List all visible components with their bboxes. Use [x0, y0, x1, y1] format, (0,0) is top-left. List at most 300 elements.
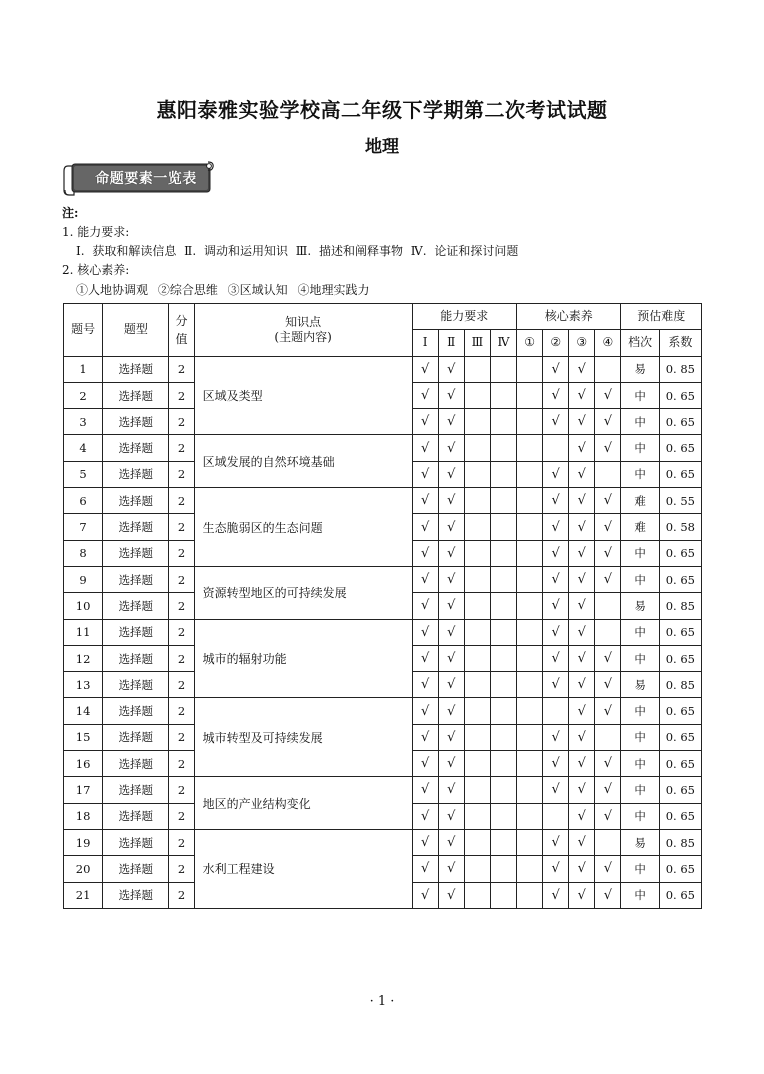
- cell-knowledge: 城市转型及可持续发展: [194, 698, 412, 777]
- cell-coef: 0. 85: [659, 672, 701, 698]
- cell-ability-2: √: [438, 882, 464, 908]
- cell-level: 易: [621, 356, 659, 382]
- cell-literacy-1: [517, 514, 543, 540]
- cell-literacy-2: √: [543, 856, 569, 882]
- cell-type: 选择题: [103, 751, 169, 777]
- cell-literacy-1: [517, 724, 543, 750]
- cell-ability-3: [464, 461, 490, 487]
- cell-ability-1: √: [412, 540, 438, 566]
- cell-ability-4: [490, 461, 516, 487]
- cell-ability-2: √: [438, 593, 464, 619]
- cell-literacy-2: √: [543, 672, 569, 698]
- cell-ability-3: [464, 593, 490, 619]
- cell-literacy-3: √: [569, 698, 595, 724]
- header-literacy: 核心素养: [517, 304, 621, 330]
- cell-score: 2: [169, 751, 194, 777]
- cell-ability-2: √: [438, 829, 464, 855]
- cell-ability-1: √: [412, 619, 438, 645]
- cell-literacy-2: √: [543, 409, 569, 435]
- cell-no: 13: [64, 672, 103, 698]
- cell-literacy-1: [517, 882, 543, 908]
- cell-coef: 0. 65: [659, 751, 701, 777]
- cell-level: 易: [621, 672, 659, 698]
- cell-literacy-4: √: [595, 672, 621, 698]
- cell-coef: 0. 55: [659, 488, 701, 514]
- cell-score: 2: [169, 593, 194, 619]
- cell-literacy-4: [595, 356, 621, 382]
- header-knowledge-label: 知识点: [285, 314, 322, 329]
- cell-literacy-4: √: [595, 751, 621, 777]
- cell-ability-4: [490, 540, 516, 566]
- notes-ability-list: Ⅰ. 获取和解读信息 Ⅱ. 调动和运用知识 Ⅲ. 描述和阐释事物 Ⅳ. 论证和探讨问题: [76, 244, 519, 258]
- cell-ability-2: √: [438, 803, 464, 829]
- cell-score: 2: [169, 356, 194, 382]
- cell-ability-3: [464, 724, 490, 750]
- cell-level: 难: [621, 514, 659, 540]
- cell-level: 易: [621, 593, 659, 619]
- cell-no: 16: [64, 751, 103, 777]
- cell-literacy-4: √: [595, 698, 621, 724]
- cell-literacy-3: √: [569, 409, 595, 435]
- cell-literacy-4: √: [595, 488, 621, 514]
- header-type: 题型: [103, 304, 169, 357]
- cell-level: 中: [621, 777, 659, 803]
- cell-type: 选择题: [103, 461, 169, 487]
- cell-coef: 0. 85: [659, 829, 701, 855]
- cell-literacy-4: [595, 829, 621, 855]
- cell-ability-3: [464, 829, 490, 855]
- cell-no: 12: [64, 645, 103, 671]
- cell-level: 中: [621, 461, 659, 487]
- cell-literacy-3: √: [569, 803, 595, 829]
- cell-coef: 0. 65: [659, 882, 701, 908]
- cell-ability-3: [464, 698, 490, 724]
- cell-literacy-3: √: [569, 856, 595, 882]
- cell-score: 2: [169, 698, 194, 724]
- cell-literacy-3: √: [569, 461, 595, 487]
- cell-knowledge: 生态脆弱区的生态问题: [194, 488, 412, 567]
- cell-ability-2: √: [438, 751, 464, 777]
- cell-literacy-2: √: [543, 619, 569, 645]
- cell-no: 11: [64, 619, 103, 645]
- header-score-label: 分值: [175, 313, 188, 346]
- cell-ability-3: [464, 488, 490, 514]
- cell-literacy-1: [517, 461, 543, 487]
- cell-literacy-4: √: [595, 803, 621, 829]
- cell-ability-1: √: [412, 777, 438, 803]
- cell-no: 2: [64, 382, 103, 408]
- cell-score: 2: [169, 488, 194, 514]
- document-title: 惠阳泰雅实验学校高二年级下学期第二次考试试题: [156, 98, 608, 122]
- cell-ability-4: [490, 593, 516, 619]
- cell-score: 2: [169, 882, 194, 908]
- cell-ability-2: √: [438, 540, 464, 566]
- cell-coef: 0. 65: [659, 566, 701, 592]
- cell-literacy-3: √: [569, 672, 595, 698]
- cell-ability-3: [464, 751, 490, 777]
- header-ability-2: Ⅱ: [438, 330, 464, 356]
- cell-literacy-2: [543, 698, 569, 724]
- cell-level: 中: [621, 724, 659, 750]
- cell-level: 中: [621, 882, 659, 908]
- cell-literacy-1: [517, 645, 543, 671]
- cell-type: 选择题: [103, 593, 169, 619]
- cell-ability-2: √: [438, 382, 464, 408]
- header-literacy-4: ④: [595, 330, 621, 356]
- cell-ability-3: [464, 514, 490, 540]
- cell-coef: 0. 65: [659, 540, 701, 566]
- cell-coef: 0. 65: [659, 698, 701, 724]
- cell-literacy-3: √: [569, 593, 595, 619]
- cell-no: 8: [64, 540, 103, 566]
- cell-type: 选择题: [103, 619, 169, 645]
- cell-ability-1: √: [412, 593, 438, 619]
- cell-literacy-3: √: [569, 435, 595, 461]
- notes-line-ability: 1. 能力要求:: [62, 225, 130, 239]
- cell-score: 2: [169, 461, 194, 487]
- cell-ability-2: √: [438, 619, 464, 645]
- cell-ability-3: [464, 856, 490, 882]
- cell-score: 2: [169, 619, 194, 645]
- cell-no: 14: [64, 698, 103, 724]
- cell-no: 15: [64, 724, 103, 750]
- cell-ability-3: [464, 382, 490, 408]
- cell-literacy-1: [517, 829, 543, 855]
- header-ability-1: Ⅰ: [412, 330, 438, 356]
- cell-literacy-2: √: [543, 882, 569, 908]
- cell-coef: 0. 65: [659, 619, 701, 645]
- cell-ability-2: √: [438, 672, 464, 698]
- cell-literacy-1: [517, 803, 543, 829]
- cell-ability-4: [490, 803, 516, 829]
- cell-type: 选择题: [103, 724, 169, 750]
- table-row: [64, 488, 702, 514]
- cell-ability-2: √: [438, 409, 464, 435]
- page-number: · 1 ·: [369, 994, 395, 1009]
- cell-type: 选择题: [103, 409, 169, 435]
- document-subtitle: 地理: [365, 137, 399, 157]
- cell-ability-3: [464, 619, 490, 645]
- cell-type: 选择题: [103, 566, 169, 592]
- header-knowledge: [194, 304, 412, 357]
- cell-level: 中: [621, 382, 659, 408]
- cell-literacy-2: √: [543, 540, 569, 566]
- cell-literacy-1: [517, 777, 543, 803]
- cell-ability-1: √: [412, 698, 438, 724]
- cell-score: 2: [169, 514, 194, 540]
- cell-type: 选择题: [103, 514, 169, 540]
- header-literacy-3: ③: [569, 330, 595, 356]
- cell-ability-4: [490, 488, 516, 514]
- cell-type: 选择题: [103, 645, 169, 671]
- cell-ability-1: √: [412, 645, 438, 671]
- cell-type: 选择题: [103, 882, 169, 908]
- cell-literacy-1: [517, 698, 543, 724]
- cell-ability-2: √: [438, 645, 464, 671]
- cell-ability-3: [464, 435, 490, 461]
- cell-ability-1: √: [412, 409, 438, 435]
- cell-ability-3: [464, 356, 490, 382]
- cell-ability-4: [490, 514, 516, 540]
- cell-level: 中: [621, 409, 659, 435]
- cell-ability-1: √: [412, 672, 438, 698]
- cell-level: 中: [621, 540, 659, 566]
- cell-no: 7: [64, 514, 103, 540]
- cell-coef: 0. 65: [659, 856, 701, 882]
- cell-ability-1: √: [412, 803, 438, 829]
- cell-literacy-3: √: [569, 724, 595, 750]
- cell-literacy-4: √: [595, 382, 621, 408]
- cell-literacy-3: √: [569, 829, 595, 855]
- cell-literacy-4: √: [595, 566, 621, 592]
- cell-no: 5: [64, 461, 103, 487]
- cell-score: 2: [169, 803, 194, 829]
- cell-literacy-3: √: [569, 356, 595, 382]
- cell-literacy-4: √: [595, 882, 621, 908]
- cell-no: 4: [64, 435, 103, 461]
- cell-ability-1: √: [412, 461, 438, 487]
- cell-ability-4: [490, 619, 516, 645]
- header-level: 档次: [621, 330, 659, 356]
- cell-literacy-4: [595, 619, 621, 645]
- cell-no: 21: [64, 882, 103, 908]
- cell-no: 9: [64, 566, 103, 592]
- header-literacy-1: ①: [517, 330, 543, 356]
- cell-literacy-2: √: [543, 566, 569, 592]
- cell-ability-3: [464, 803, 490, 829]
- header-ability-3: Ⅲ: [464, 330, 490, 356]
- cell-literacy-1: [517, 409, 543, 435]
- cell-literacy-2: √: [543, 461, 569, 487]
- header-difficulty: 预估难度: [621, 304, 702, 330]
- cell-ability-1: √: [412, 488, 438, 514]
- cell-coef: 0. 65: [659, 724, 701, 750]
- cell-literacy-1: [517, 435, 543, 461]
- cell-level: 易: [621, 829, 659, 855]
- cell-no: 10: [64, 593, 103, 619]
- cell-ability-3: [464, 777, 490, 803]
- cell-score: 2: [169, 409, 194, 435]
- cell-ability-4: [490, 435, 516, 461]
- header-no: 题号: [64, 304, 103, 357]
- cell-knowledge: 资源转型地区的可持续发展: [194, 566, 412, 619]
- cell-level: 中: [621, 751, 659, 777]
- cell-type: 选择题: [103, 698, 169, 724]
- table-row: [64, 435, 702, 461]
- cell-score: 2: [169, 672, 194, 698]
- cell-ability-2: √: [438, 566, 464, 592]
- cell-ability-4: [490, 751, 516, 777]
- table-row: [64, 356, 702, 382]
- cell-type: 选择题: [103, 777, 169, 803]
- cell-ability-3: [464, 540, 490, 566]
- cell-literacy-3: √: [569, 540, 595, 566]
- cell-ability-1: √: [412, 751, 438, 777]
- cell-literacy-3: √: [569, 382, 595, 408]
- cell-literacy-4: [595, 724, 621, 750]
- cell-ability-2: √: [438, 724, 464, 750]
- cell-literacy-1: [517, 593, 543, 619]
- cell-literacy-3: √: [569, 882, 595, 908]
- cell-score: 2: [169, 724, 194, 750]
- cell-coef: 0. 85: [659, 593, 701, 619]
- cell-ability-1: √: [412, 382, 438, 408]
- cell-ability-3: [464, 672, 490, 698]
- cell-level: 难: [621, 488, 659, 514]
- cell-ability-1: √: [412, 856, 438, 882]
- cell-knowledge: 区域发展的自然环境基础: [194, 435, 412, 488]
- table-row: [64, 829, 702, 855]
- cell-coef: 0. 58: [659, 514, 701, 540]
- cell-coef: 0. 85: [659, 356, 701, 382]
- cell-score: 2: [169, 645, 194, 671]
- cell-ability-4: [490, 382, 516, 408]
- cell-literacy-3: √: [569, 619, 595, 645]
- cell-literacy-2: √: [543, 645, 569, 671]
- cell-level: 中: [621, 435, 659, 461]
- cell-ability-4: [490, 356, 516, 382]
- table-body: [64, 356, 702, 908]
- cell-literacy-1: [517, 751, 543, 777]
- cell-ability-1: √: [412, 724, 438, 750]
- cell-level: 中: [621, 856, 659, 882]
- cell-literacy-4: √: [595, 645, 621, 671]
- cell-level: 中: [621, 619, 659, 645]
- cell-score: 2: [169, 566, 194, 592]
- cell-score: 2: [169, 382, 194, 408]
- table-row: [64, 698, 702, 724]
- header-coef: 系数: [659, 330, 701, 356]
- notes-line-literacy: 2. 核心素养:: [62, 263, 130, 277]
- cell-no: 3: [64, 409, 103, 435]
- header-literacy-2: ②: [543, 330, 569, 356]
- cell-type: 选择题: [103, 540, 169, 566]
- cell-ability-1: √: [412, 356, 438, 382]
- cell-ability-1: √: [412, 435, 438, 461]
- header-ability: 能力要求: [412, 304, 516, 330]
- cell-ability-4: [490, 882, 516, 908]
- cell-ability-4: [490, 856, 516, 882]
- cell-no: 19: [64, 829, 103, 855]
- cell-knowledge: 水利工程建设: [194, 829, 412, 908]
- cell-ability-4: [490, 724, 516, 750]
- notes-heading: 注:: [62, 206, 79, 220]
- cell-literacy-3: √: [569, 645, 595, 671]
- cell-literacy-4: √: [595, 514, 621, 540]
- cell-coef: 0. 65: [659, 645, 701, 671]
- cell-coef: 0. 65: [659, 461, 701, 487]
- cell-literacy-1: [517, 619, 543, 645]
- table-row: [64, 777, 702, 803]
- cell-literacy-1: [517, 566, 543, 592]
- cell-type: 选择题: [103, 488, 169, 514]
- cell-literacy-2: √: [543, 593, 569, 619]
- table-row: [64, 566, 702, 592]
- cell-type: 选择题: [103, 803, 169, 829]
- cell-literacy-2: √: [543, 488, 569, 514]
- table-row: [64, 619, 702, 645]
- cell-literacy-4: [595, 461, 621, 487]
- cell-literacy-2: [543, 435, 569, 461]
- cell-literacy-2: √: [543, 751, 569, 777]
- header-knowledge-sub: (主题内容): [274, 329, 332, 344]
- cell-level: 中: [621, 698, 659, 724]
- cell-literacy-1: [517, 488, 543, 514]
- cell-type: 选择题: [103, 829, 169, 855]
- cell-ability-2: √: [438, 356, 464, 382]
- cell-no: 18: [64, 803, 103, 829]
- cell-literacy-3: √: [569, 751, 595, 777]
- cell-literacy-1: [517, 856, 543, 882]
- cell-literacy-4: √: [595, 409, 621, 435]
- cell-score: 2: [169, 777, 194, 803]
- cell-score: 2: [169, 856, 194, 882]
- cell-literacy-4: [595, 593, 621, 619]
- cell-literacy-3: √: [569, 777, 595, 803]
- cell-literacy-2: √: [543, 724, 569, 750]
- cell-type: 选择题: [103, 382, 169, 408]
- cell-literacy-2: √: [543, 777, 569, 803]
- cell-literacy-4: √: [595, 856, 621, 882]
- cell-ability-1: √: [412, 514, 438, 540]
- notes-literacy-list: ①人地协调观 ②综合思维 ③区域认知 ④地理实践力: [76, 283, 370, 297]
- cell-type: 选择题: [103, 672, 169, 698]
- cell-ability-3: [464, 566, 490, 592]
- cell-ability-4: [490, 566, 516, 592]
- cell-coef: 0. 65: [659, 409, 701, 435]
- cell-ability-3: [464, 882, 490, 908]
- cell-ability-3: [464, 645, 490, 671]
- cell-ability-2: √: [438, 461, 464, 487]
- cell-ability-2: √: [438, 698, 464, 724]
- cell-literacy-1: [517, 540, 543, 566]
- cell-coef: 0. 65: [659, 382, 701, 408]
- cell-literacy-1: [517, 356, 543, 382]
- cell-coef: 0. 65: [659, 777, 701, 803]
- header-ability-4: Ⅳ: [490, 330, 516, 356]
- cell-no: 1: [64, 356, 103, 382]
- cell-level: 中: [621, 803, 659, 829]
- cell-no: 17: [64, 777, 103, 803]
- cell-ability-4: [490, 829, 516, 855]
- cell-ability-2: √: [438, 488, 464, 514]
- cell-ability-1: √: [412, 882, 438, 908]
- cell-literacy-3: √: [569, 566, 595, 592]
- cell-type: 选择题: [103, 435, 169, 461]
- cell-ability-2: √: [438, 777, 464, 803]
- cell-literacy-4: √: [595, 435, 621, 461]
- cell-ability-2: √: [438, 514, 464, 540]
- cell-literacy-2: √: [543, 382, 569, 408]
- cell-literacy-1: [517, 382, 543, 408]
- cell-knowledge: 区域及类型: [194, 356, 412, 435]
- cell-literacy-3: √: [569, 488, 595, 514]
- cell-ability-4: [490, 698, 516, 724]
- cell-level: 中: [621, 566, 659, 592]
- cell-ability-1: √: [412, 566, 438, 592]
- cell-ability-4: [490, 672, 516, 698]
- cell-coef: 0. 65: [659, 435, 701, 461]
- cell-score: 2: [169, 829, 194, 855]
- cell-ability-4: [490, 645, 516, 671]
- cell-score: 2: [169, 435, 194, 461]
- cell-ability-1: √: [412, 829, 438, 855]
- cell-type: 选择题: [103, 356, 169, 382]
- cell-literacy-4: √: [595, 777, 621, 803]
- cell-literacy-4: √: [595, 540, 621, 566]
- cell-literacy-2: √: [543, 829, 569, 855]
- cell-knowledge: 城市的辐射功能: [194, 619, 412, 698]
